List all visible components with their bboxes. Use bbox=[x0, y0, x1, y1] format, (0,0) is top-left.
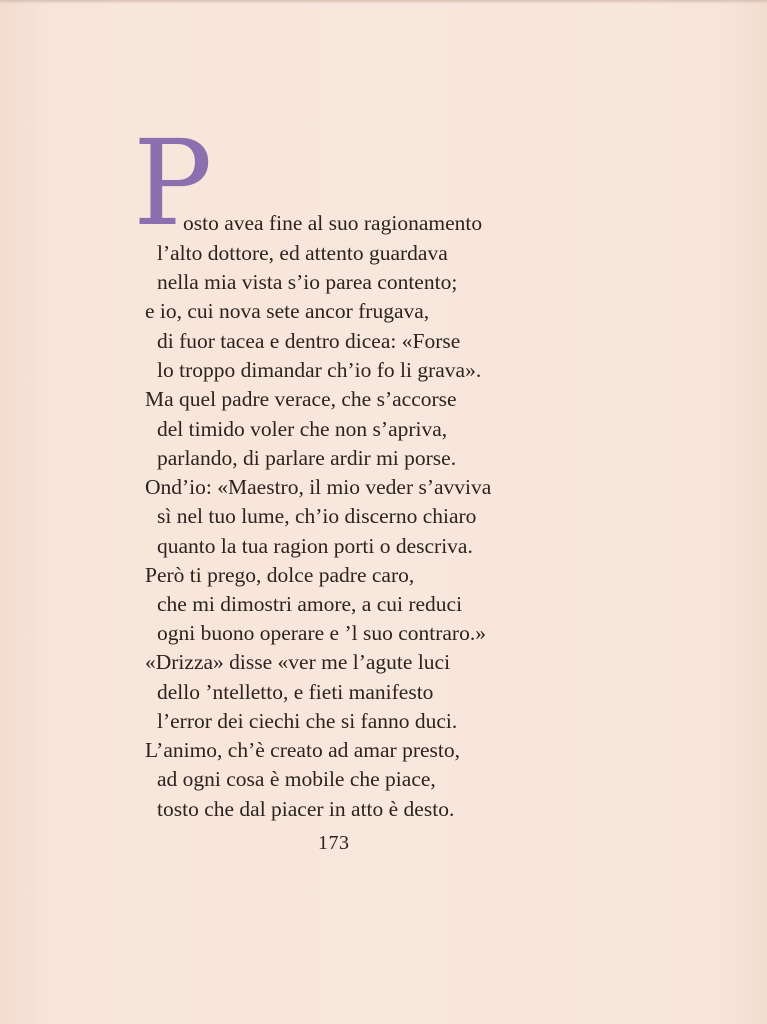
poem-line-19: L’animo, ch’è creato ad amar presto, bbox=[145, 738, 460, 762]
poem-line-7: Ma quel padre verace, che s’accorse bbox=[145, 387, 457, 411]
poem-line-10: Ond’io: «Maestro, il mio veder s’avviva bbox=[145, 475, 492, 499]
poem-line-2: l’alto dottore, ed attento guardava bbox=[157, 241, 448, 265]
poem-line-6: lo troppo dimandar ch’io fo li grava». bbox=[157, 358, 482, 382]
poem-line-16: «Drizza» disse «ver me l’agute luci bbox=[145, 650, 451, 674]
poem-line-15: ogni buono operare e ’l suo contraro.» bbox=[157, 621, 486, 645]
poem-line-13: Però ti prego, dolce padre caro, bbox=[145, 563, 415, 587]
poem-line-4: e io, cui nova sete ancor frugava, bbox=[145, 299, 430, 323]
poem-line-12: quanto la tua ragion porti o descriva. bbox=[157, 534, 473, 558]
poem-line-14: che mi dimostri amore, a cui reduci bbox=[157, 592, 463, 616]
poem-line-5: di fuor tacea e dentro dicea: «Forse bbox=[157, 329, 461, 353]
poem-line-9: parlando, di parlare ardir mi porse. bbox=[157, 446, 457, 470]
poem-line-11: sì nel tuo lume, ch’io discerno chiaro bbox=[157, 504, 477, 528]
poem-line-17: dello ’ntelletto, e fieti manifesto bbox=[157, 680, 434, 704]
poem-line-18: l’error dei ciechi che si fanno duci. bbox=[157, 709, 458, 733]
poem-line-20: ad ogni cosa è mobile che piace, bbox=[157, 767, 436, 791]
poem-line-21: tosto che dal piacer in atto è desto. bbox=[157, 797, 455, 821]
poem-line-8: del timido voler che non s’apriva, bbox=[157, 417, 448, 441]
poem-line-1: osto avea fine al suo ragionamento bbox=[183, 211, 483, 235]
page-top-edge bbox=[0, 0, 767, 4]
poem-line-3: nella mia vista s’io parea contento; bbox=[157, 270, 458, 294]
drop-cap-initial: P bbox=[133, 114, 213, 252]
page-number: 173 bbox=[318, 832, 350, 854]
